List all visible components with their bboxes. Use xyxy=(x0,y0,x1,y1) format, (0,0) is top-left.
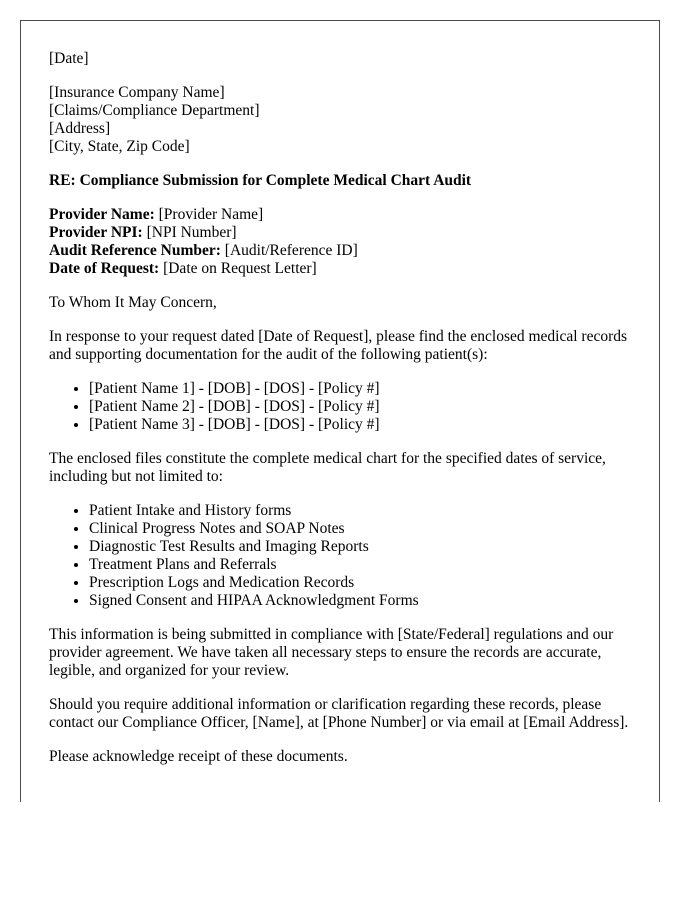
enclosed-intro-paragraph: The enclosed files constitute the complete medical chart for the specified dates of service, including but not limited to: xyxy=(49,450,606,485)
recipient-street: [Address] xyxy=(49,120,111,137)
detail-date-of-request xyxy=(49,260,631,278)
list-item: • [Patient Name 3] - [DOB] - [DOS] - [Policy #] xyxy=(89,416,631,434)
closing-paragraph: Please acknowledge receipt of these documents. xyxy=(49,748,348,765)
list-item: • [Patient Name 1] - [DOB] - [DOS] - [Policy #] xyxy=(89,380,631,398)
letter-date: [Date] xyxy=(49,50,89,67)
provider-details xyxy=(49,206,631,278)
letter-page xyxy=(20,20,660,802)
list-item: • Prescription Logs and Medication Records xyxy=(89,574,631,592)
detail-value: [NPI Number] xyxy=(142,224,237,241)
recipient-department: [Claims/Compliance Department] xyxy=(49,102,260,119)
detail-value: [Audit/Reference ID] xyxy=(220,242,358,259)
list-item: • Clinical Progress Notes and SOAP Notes xyxy=(89,520,631,538)
recipient-city: [City, State, Zip Code] xyxy=(49,138,190,155)
detail-label: Provider Name: xyxy=(49,206,155,223)
detail-label: Audit Reference Number: xyxy=(49,242,221,259)
list-item: • Patient Intake and History forms xyxy=(89,502,631,520)
list-item: • Diagnostic Test Results and Imaging Reports xyxy=(89,538,631,556)
detail-label: Provider NPI: xyxy=(49,224,143,241)
detail-provider-npi xyxy=(49,224,631,242)
patient-list xyxy=(49,380,631,434)
recipient-company: [Insurance Company Name] xyxy=(49,84,225,101)
document-list xyxy=(49,502,631,610)
detail-label: Date of Request: xyxy=(49,260,160,277)
salutation: To Whom It May Concern, xyxy=(49,294,217,311)
subject-line xyxy=(49,172,631,190)
detail-audit-reference xyxy=(49,242,631,260)
subject-text: RE: Compliance Submission for Complete Medical Chart Audit xyxy=(49,172,472,189)
list-item: • Treatment Plans and Referrals xyxy=(89,556,631,574)
contact-paragraph: Should you require additional information or clarification regarding these records, please contact our Compliance Officer, [Name], at [Phone Number] or via email at [Email Address]. xyxy=(49,696,629,731)
detail-value: [Provider Name] xyxy=(154,206,264,223)
recipient-address xyxy=(49,84,631,156)
intro-paragraph: In response to your request dated [Date of Request], please find the enclosed medical records and supporting documentation for the audit of the following patient(s): xyxy=(49,328,628,363)
list-item: • [Patient Name 2] - [DOB] - [DOS] - [Policy #] xyxy=(89,398,631,416)
compliance-paragraph: This information is being submitted in compliance with [State/Federal] regulations and our provider agreement. We have taken all necessary steps to ensure the records are accurate, legible, and organized for your review. xyxy=(49,626,614,679)
detail-value: [Date on Request Letter] xyxy=(159,260,317,277)
list-item: • Signed Consent and HIPAA Acknowledgment Forms xyxy=(89,592,631,610)
detail-provider-name xyxy=(49,206,631,224)
